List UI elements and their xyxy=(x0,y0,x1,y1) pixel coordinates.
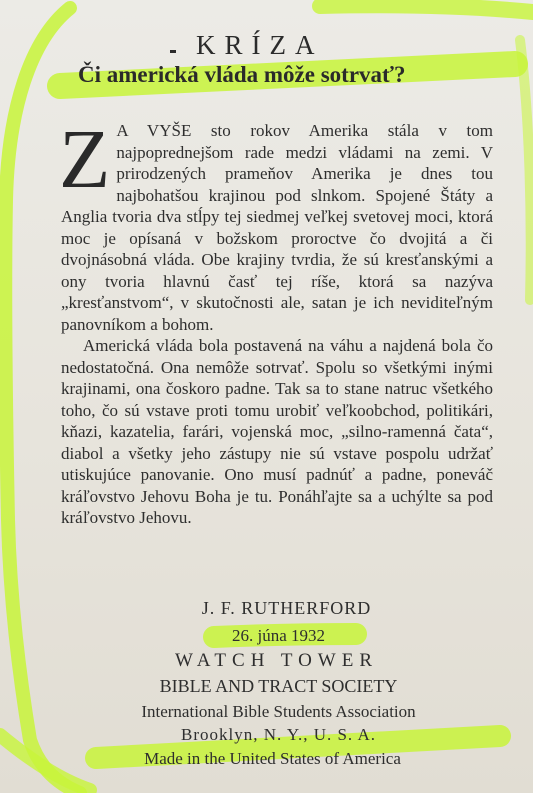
org-name-line-3: International Bible Students Association xyxy=(141,702,416,721)
org-address: Brooklyn, N. Y., U. S. A. xyxy=(180,725,377,744)
org-name-line-2: BIBLE AND TRACT SOCIETY xyxy=(159,676,398,696)
made-in-line: Made in the United States of America xyxy=(144,749,401,768)
highlighter-right-arc xyxy=(520,40,531,300)
paragraph-1-text: A VYŠE sto rokov Amerika stála v tom najpoprednejšom rade medzi vládami na zemi. V prirodzených prameňov Amerika je dnes tou najbohatšou krajinou pod slnkom. Spojené Štáty a Anglia tvoria dva stĺpy tej siedmej veľkej svetovej moci, ktorá moc je opísaná v božskom proroctve čo dvojitá a či dvojnásobná vláda. Obe krajiny tvrdia, že sú kresťanskými a ony tvoria hlavnú časť tej ríše, ktorá sa nazýva „kresťanstvom“, v skutočnosti ale, satan je ich neviditeľným panovníkom a bohom. xyxy=(61,121,493,334)
article-body xyxy=(59,113,493,529)
signature-name: J. F. RUTHERFORD xyxy=(201,598,372,618)
org-name-line-1: WATCH TOWER xyxy=(174,650,379,671)
title-bullet xyxy=(170,50,176,53)
drop-cap: Z xyxy=(59,113,111,206)
article-paragraph-2: Americká vláda bola postavená na váhu a najdená bola čo nedostatočná. Ona nemôže sotrvať. Spolu so všetkými inými krajinami, ona čoskoro padne. Tak sa to stane natruc všetkého toho, čo sú vstave proti tomu urobiť veľkoobchod, politikári, kňazi, kazatelia, farári, vojenská moc, „silno-ramenná čata“, diabol a všetky jeho zástupy nie sú vstave pospolu udržať utiskujúce panovanie. Ono musí padnúť a padne, poneváč kráľovstvo Jehovu Boha je tu. Ponáhľajte sa a uchýlte sa pod kráľovstvo Jehovu. xyxy=(61,336,493,527)
article-paragraph-1 xyxy=(59,113,493,335)
page-subtitle: Či americká vláda môže sotrvať? xyxy=(78,62,406,87)
highlighter-top-arc xyxy=(320,5,533,12)
page-title: KRÍZA xyxy=(196,30,324,60)
signature-date: 26. júna 1932 xyxy=(231,626,326,645)
